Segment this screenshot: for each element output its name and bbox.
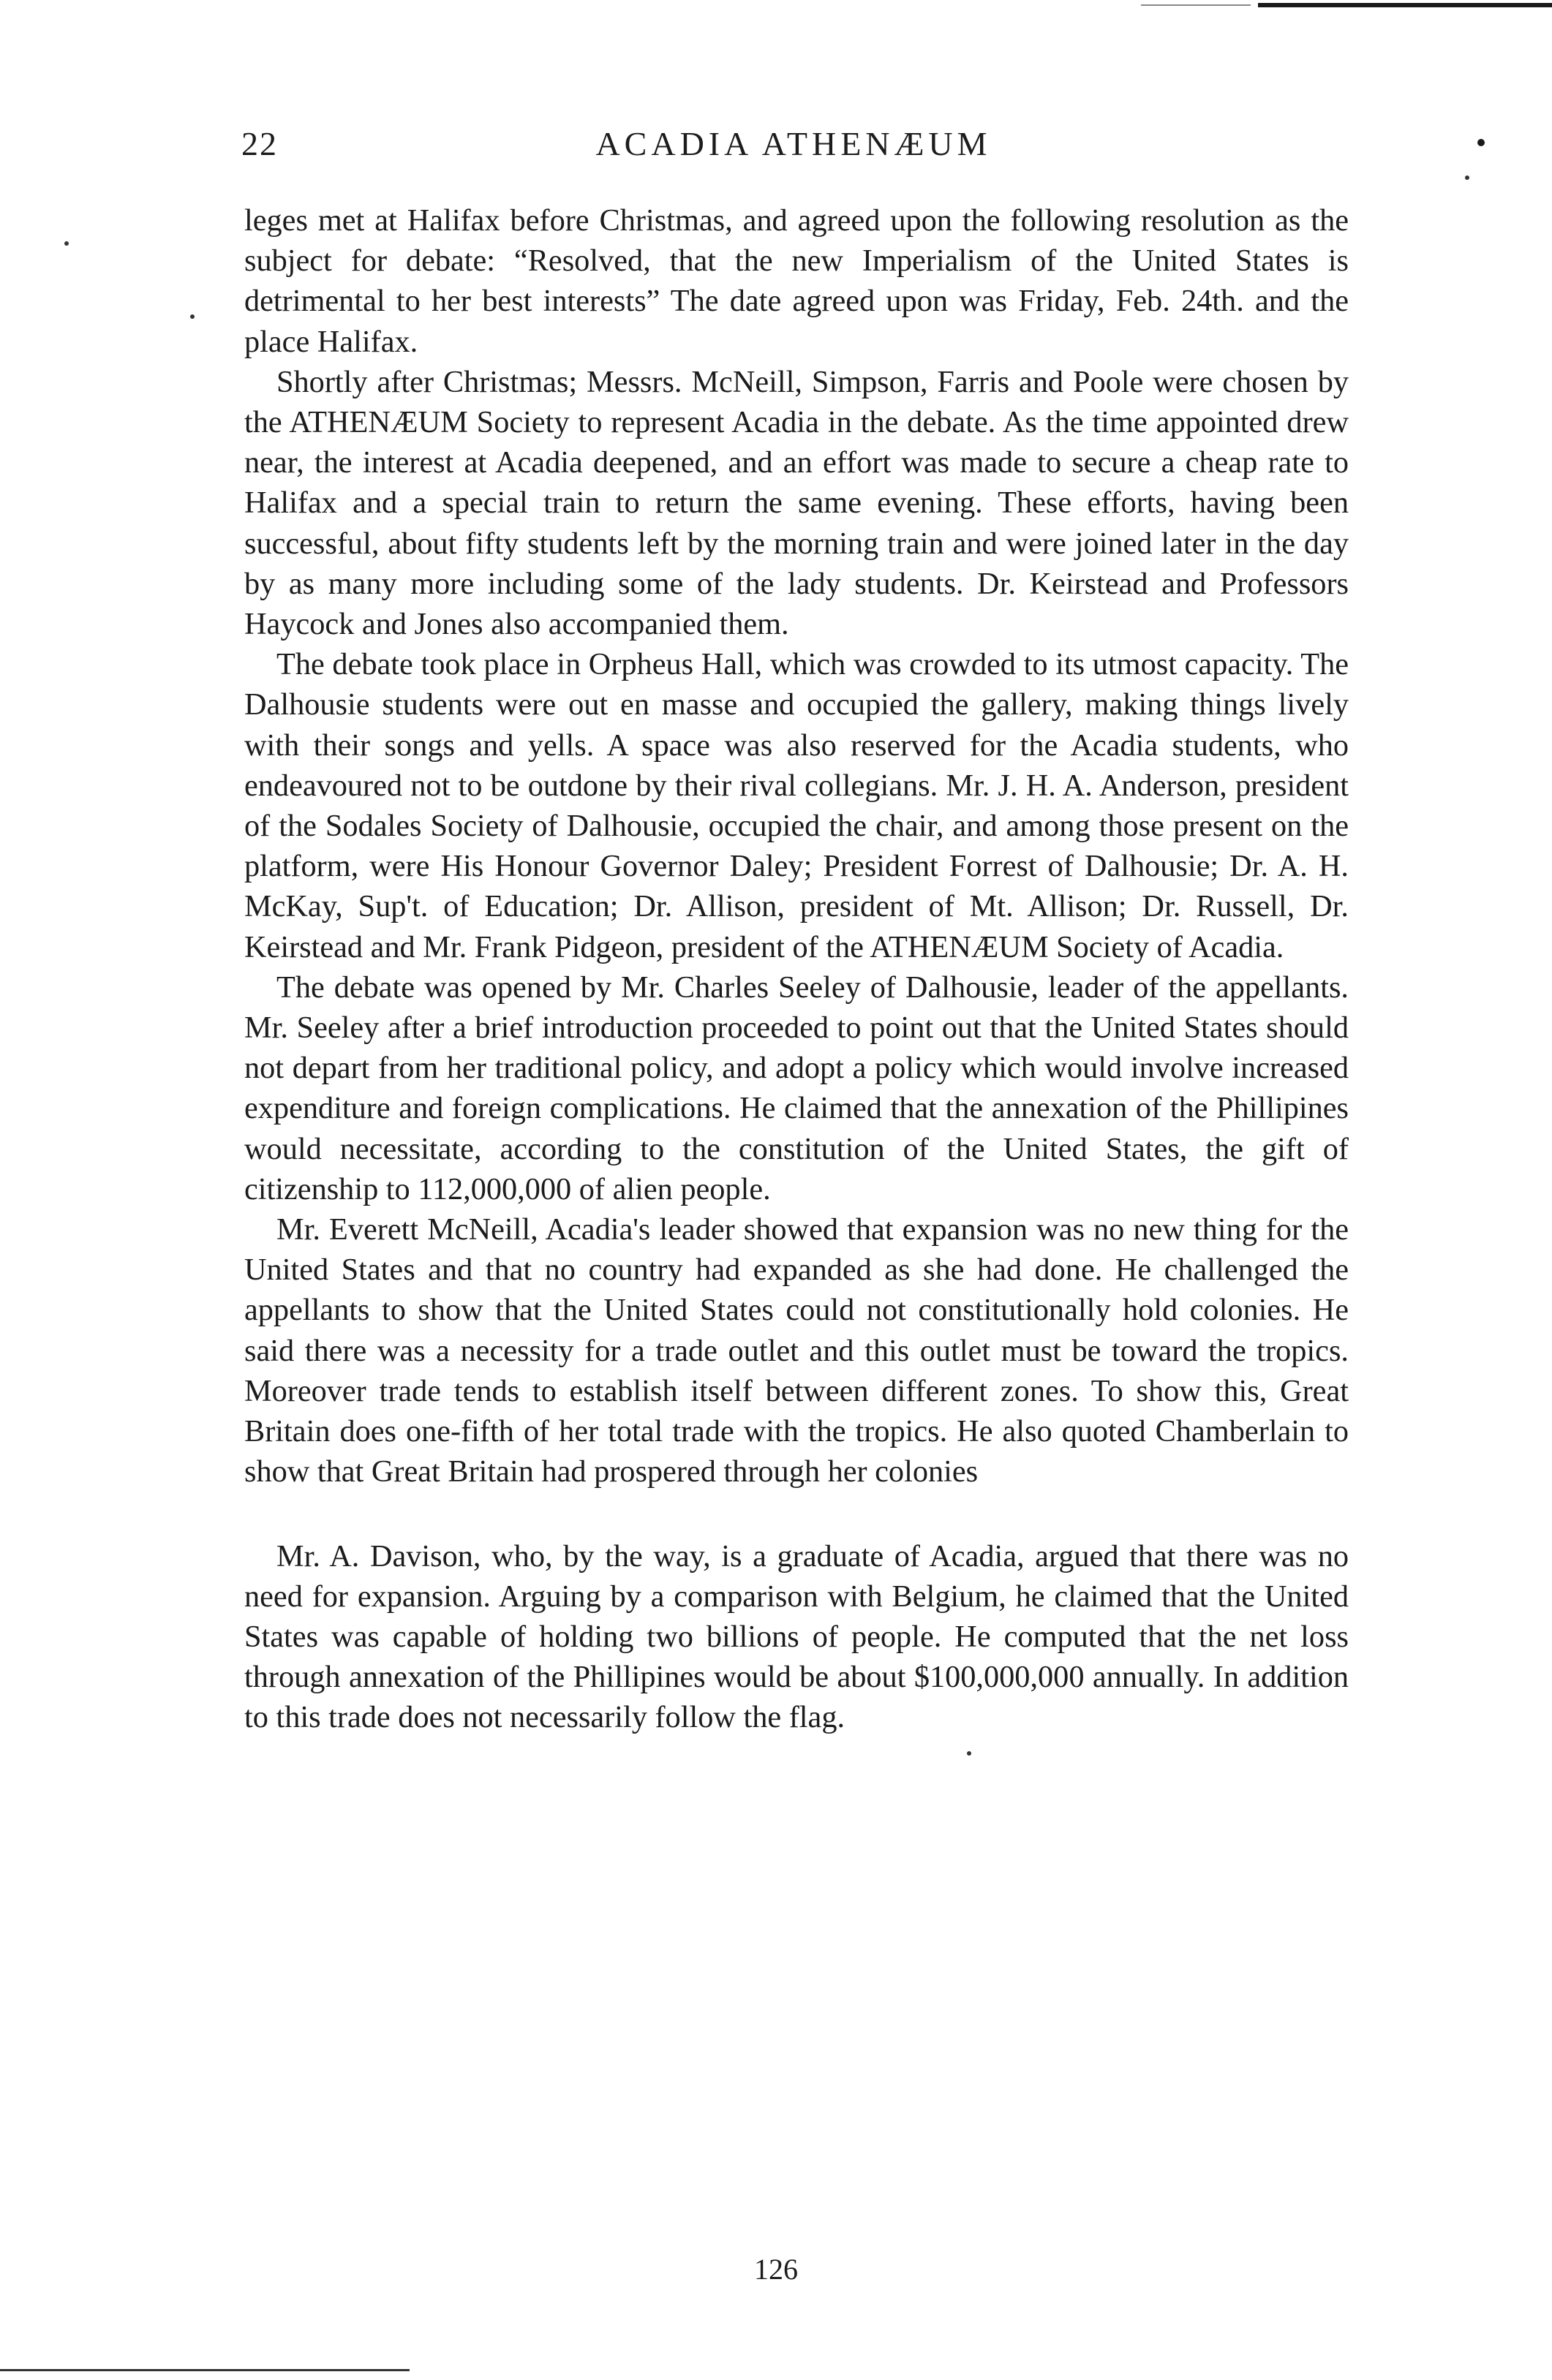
scan-speck <box>967 1751 971 1756</box>
footer-page-number: 126 <box>754 2253 798 2286</box>
section-gap <box>244 1492 1349 1536</box>
paragraph-debate-venue: The debate took place in Orpheus Hall, which was crowded to its utmost capacity. The Dalhousie students were out en masse and occupied the gallery, making things lively with their songs and yells. A space was also reserved for the Acadia students, who endeavoured not to be outdone by their rival collegians. Mr. J. H. A. Anderson, president of the Sodales Society of Dalhousie, occupied the chair, and among those present on the platform, were His Honour Governor Daley; President Forrest of Dalhousie; Dr. A. H. McKay, Sup't. of Education; Dr. Allison, president of Mt. Allison; Dr. Russell, Dr. Keirstead and Mr. Frank Pidgeon, president of the ATHENÆUM Society of Acadia. <box>244 647 1349 964</box>
paragraph-mcneill-argument: Mr. Everett McNeill, Acadia's leader showed that expansion was no new thing for the United States and that no country had expanded as she had done. He challenged the appellants to show that the United States could not constitutionally hold colonies. He said there was a necessity for a trade outlet and this outlet must be toward the tropics. Moreover trade tends to establish itself between different zones. To show this, Great Britain does one-fifth of her total trade with the tropics. He also quoted Chamberlain to show that Great Britain had prospered through her colonies <box>244 1212 1349 1489</box>
top-edge-rule <box>1258 3 1552 7</box>
scan-speck <box>190 314 195 319</box>
paragraph-continuation: leges met at Halifax before Christmas, and agreed upon the following resolution as the subject for debate: “Resolved, that the new Imperialism of the United States is detrimental to her best interests” The date agreed upon was Friday, Feb. 24th. and the place Halifax. <box>244 203 1349 359</box>
paragraph-debaters-chosen: Shortly after Christmas; Messrs. McNeill, Simpson, Farris and Poole were chosen by the ATHENÆUM Society to represent Acadia in the debate. As the time appointed drew near, the interest at Acadia deepened, and an effort was made to secure a cheap rate to Halifax and a special train to return the same evening. These efforts, having been successful, about fifty students left by the morning train and were joined later in the day by as many more including some of the lady students. Dr. Keirstead and Professors Haycock and Jones also accompanied them. <box>244 364 1349 642</box>
header-page-number: 22 <box>241 125 278 162</box>
page-header <box>241 124 1346 175</box>
scan-speck <box>64 241 69 246</box>
paragraph-seeley-opening: The debate was opened by Mr. Charles Seeley of Dalhousie, leader of the appellants. Mr. Seeley after a brief introduction proceeded to point out that the United States should not depart from her traditional policy, and adopt a policy which would involve increased expenditure and foreign complications. He claimed that the annexation of the Phillipines would necessitate, according to the constitution of the United States, the gift of citizenship to 112,000,000 of alien people. <box>244 970 1349 1206</box>
top-edge-faint-rule <box>1141 4 1251 6</box>
bottom-edge-rule <box>0 2369 410 2371</box>
header-bullet-mark <box>1477 139 1485 146</box>
running-title: ACADIA ATHENÆUM <box>595 125 992 162</box>
paragraph-davison-argument: Mr. A. Davison, who, by the way, is a graduate of Acadia, argued that there was no need for expansion. Arguing by a comparison with Belgium, he claimed that the United States was capable of holding two billions of people. He computed that the net loss through annexation of the Phillipines would be about $100,000,000 annually. In addition to this trade does not necessarily follow the flag. <box>244 1538 1349 1735</box>
article-body <box>244 200 1349 1738</box>
scan-speck <box>1465 175 1469 180</box>
